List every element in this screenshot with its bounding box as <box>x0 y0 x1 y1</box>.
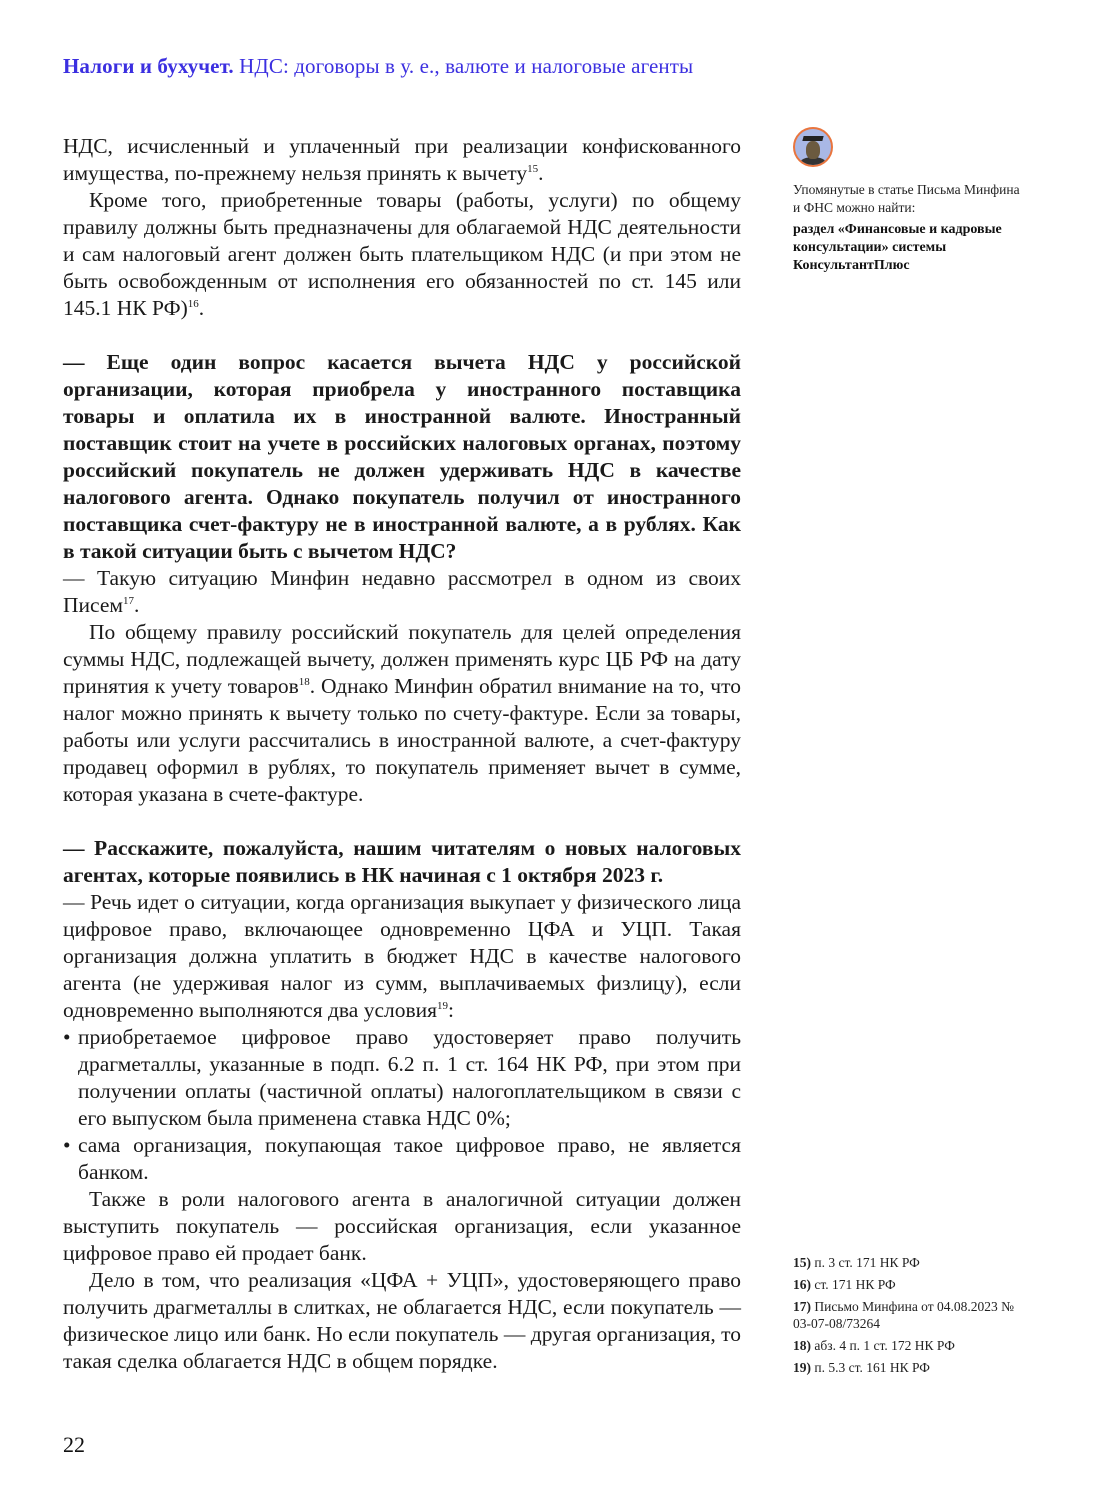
list-item: • сама организация, покупающая такое цифровое право, не является банком. <box>63 1132 741 1186</box>
footnote-ref: 17 <box>123 594 134 607</box>
running-header <box>63 54 693 79</box>
interview-answer: — Речь идет о ситуации, когда организация выкупает у физического лица цифровое право, включающее одновременно ЦФА и УЦП. Такая организация должна уплатить в бюджет НДС в качестве налогового агента (не удерживая налог из сумм, выплачиваемых физлицу), если одновременно выполняются два условия$^{19}$: <box>63 890 741 1022</box>
sidebar-note-source: раздел «Финансовые и кадровые консультации» системы КонсультантПлюс <box>793 222 1002 273</box>
interview-answer: — Такую ситуацию Минфин недавно рассмотрел в одном из своих Писем$^{17}$. <box>63 566 741 617</box>
page-number: 22 <box>63 1432 85 1457</box>
conditions-list <box>63 1024 741 1186</box>
list-item: • приобретаемое цифровое право удостоверяет право получить драгметаллы, указанные в подп. 6.2 п. 1 ст. 164 НК РФ, при этом при получении оплаты (частичной оплаты) налогоплательщиком в связи с его выпуском была применена ставка НДС 0%; <box>63 1024 741 1132</box>
article-body <box>63 133 741 1375</box>
paragraph: По общему правилу российский покупатель для целей определения суммы НДС, подлежащей вычету, должен применять курс ЦБ РФ на дату принятия к учету товаров$^{18}$. Однако Минфин обратил внимание на то, что налог можно принять к вычету только по счету-фактуре. Если за товары, работы или услуги рассчитались в иностранной валюте, а счет-фактуру продавец оформил в рублях, то покупатель применяет вычет в сумме, которая указана в счете-фактуре. <box>63 620 741 806</box>
sidebar-note-text: Упомянутые в статье Письма Минфина и ФНС можно найти: <box>793 182 1020 215</box>
footnote: 19) п. 5.3 ст. 161 НК РФ <box>793 1360 930 1375</box>
footnote-ref: 15 <box>527 162 539 175</box>
header-title: НДС: договоры в у. е., валюте и налоговые агенты <box>239 54 694 78</box>
header-section: Налоги и бухучет. <box>63 54 234 78</box>
footnote-ref: 19 <box>437 999 449 1012</box>
footnote-ref: 16 <box>187 297 199 310</box>
footnote: 15) п. 3 ст. 171 НК РФ <box>793 1255 920 1270</box>
paragraph: НДС, исчисленный и уплаченный при реализации конфискованного имущества, по-прежнему нельзя принять к вычету$^{15}$. <box>63 134 741 185</box>
paragraph: Также в роли налогового агента в аналогичной ситуации должен выступить покупатель — российская организация, если указанное цифровое право ей продает банк. <box>63 1187 741 1265</box>
paragraph: Дело в том, что реализация «ЦФА + УЦП», удостоверяющего право получить драгметаллы в слитках, не облагается НДС, если покупатель — физическое лицо или банк. Но если покупатель — другая организация, то такая сделка облагается НДС в общем порядке. <box>63 1268 741 1373</box>
interview-question: — Расскажите, пожалуйста, нашим читателям о новых налоговых агентах, которые появились в НК начиная с 1 октября 2023 г. <box>63 836 741 887</box>
footnote-ref: 18 <box>298 675 310 688</box>
footnote: 16) ст. 171 НК РФ <box>793 1277 896 1292</box>
paragraph: Кроме того, приобретенные товары (работы, услуги) по общему правилу должны быть предназначены для облагаемой НДС деятельности и сам налоговый агент должен быть плательщиком НДС (и при этом не быть освобожденным от исполнения его обязанностей по ст. 145 или 145.1 НК РФ)$^{16}$. <box>63 188 741 320</box>
interview-question: — Еще один вопрос касается вычета НДС у российской организации, которая приобрела у иностранного поставщика товары и оплатила их в иностранной валюте. Иностранный поставщик стоит на учете в российских налоговых органах, поэтому российский покупатель не должен удерживать НДС в качестве налогового агента. Однако покупатель получил от иностранного поставщика счет-фактуру не в иностранной валюте, а в рублях. Как в такой ситуации быть с вычетом НДС? <box>63 350 741 563</box>
consultant-avatar-icon <box>793 127 833 167</box>
footnote: 18) абз. 4 п. 1 ст. 172 НК РФ <box>793 1338 955 1353</box>
footnote: 17) Письмо Минфина от 04.08.2023 № 03-07-08/73264 <box>793 1299 1015 1331</box>
sidebar-note <box>793 127 1023 275</box>
footnotes <box>793 1254 1033 1381</box>
